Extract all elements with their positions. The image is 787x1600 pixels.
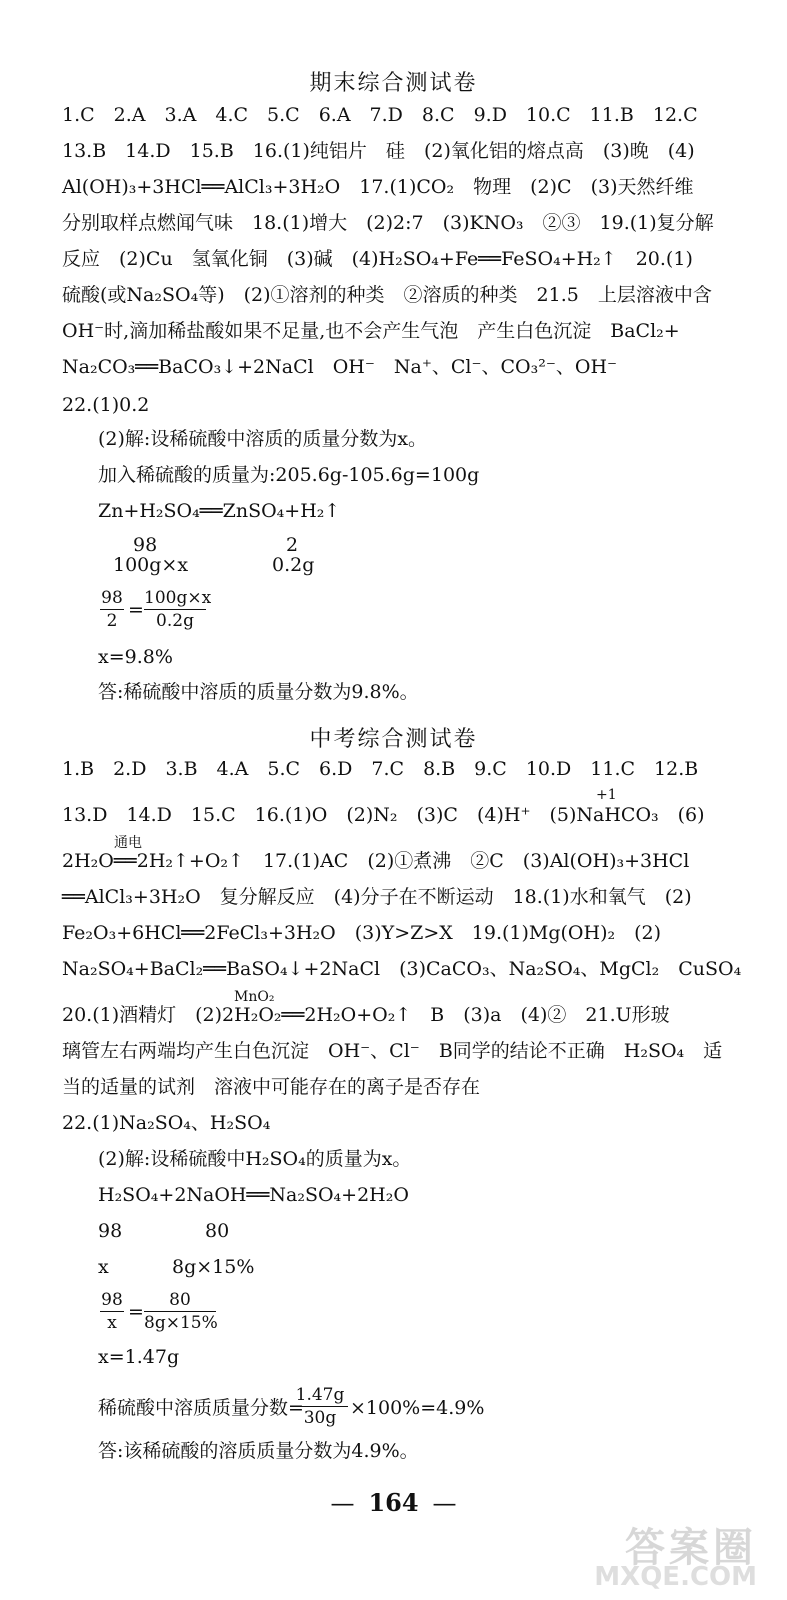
- fraction: [144, 588, 212, 631]
- solution-intro: (2)解:设稀硫酸中H₂SO₄的质量为x。: [98, 1148, 412, 1170]
- fraction-bar: [144, 609, 206, 610]
- catalyst-annotation: MnO₂: [234, 989, 275, 1005]
- fraction: [100, 1290, 124, 1333]
- dash-left: —: [330, 1489, 355, 1517]
- equals-sign: =: [128, 1301, 144, 1323]
- fraction-numerator: 98: [101, 1290, 123, 1310]
- answer-line: 分别取样点燃闻气味 18.(1)增大 (2)2:7 (3)KNO₃ ②③ 19.(1)复分解: [62, 212, 714, 234]
- solution-answer: 答:该稀硫酸的溶质质量分数为4.9%。: [98, 1440, 419, 1462]
- mass-value: x: [98, 1256, 109, 1278]
- solution-result: x=9.8%: [98, 646, 173, 668]
- answer-line: Na₂SO₄+BaCl₂══BaSO₄↓+2NaCl (3)CaCO₃、Na₂SO₄、MgCl₂ CuSO₄: [62, 958, 742, 980]
- fraction-numerator: 80: [169, 1290, 191, 1310]
- dash-right: —: [432, 1489, 457, 1517]
- solution-answer: 答:稀硫酸中溶质的质量分数为9.8%。: [98, 681, 419, 703]
- answer-line: 13.B 14.D 15.B 16.(1)纯铝片 硅 (2)氧化铝的熔点高 (3)晚 (4): [62, 140, 695, 162]
- answer-line: Na₂CO₃══BaCO₃↓+2NaCl OH⁻ Na⁺、Cl⁻、CO₃²⁻、OH⁻: [62, 356, 618, 378]
- answer-line: OH⁻时,滴加稀盐酸如果不足量,也不会产生气泡 产生白色沉淀 BaCl₂+: [62, 320, 680, 342]
- fraction: [100, 588, 124, 631]
- fraction-denominator: x: [107, 1313, 117, 1333]
- fraction-denominator: 30g: [303, 1408, 337, 1428]
- answer-line: ══AlCl₃+3H₂O 复分解反应 (4)分子在不断运动 18.(1)水和氧气 (2): [62, 886, 692, 908]
- solution-intro: (2)解:设稀硫酸中溶质的质量分数为x。: [98, 428, 428, 450]
- reaction-equation: Zn+H₂SO₄══ZnSO₄+H₂↑: [98, 500, 341, 522]
- fraction-bar: [100, 609, 124, 610]
- fraction-denominator: 0.2g: [156, 611, 194, 631]
- percent-label: 稀硫酸中溶质质量分数=: [98, 1397, 304, 1419]
- fraction-denominator: 8g×15%: [144, 1313, 218, 1333]
- fraction: [292, 1385, 348, 1428]
- fraction-numerator: 1.47g: [295, 1385, 345, 1405]
- molar-mass: 98: [133, 534, 158, 556]
- answer-line: Al(OH)₃+3HCl══AlCl₃+3H₂O 17.(1)CO₂ 物理 (2)C (3)天然纤维: [62, 176, 694, 198]
- watermark: [547, 1516, 767, 1594]
- equals-sign: =: [128, 599, 144, 621]
- answer-line: 20.(1)酒精灯 (2)2H₂O₂══2H₂O+O₂↑ B (3)a (4)② 21.U形玻: [62, 1004, 670, 1026]
- page-number: [0, 1488, 787, 1517]
- fraction-bar: [100, 1311, 124, 1312]
- answer-line: 2H₂O══2H₂↑+O₂↑ 17.(1)AC (2)①煮沸 ②C (3)Al(OH)₃+3HCl: [62, 850, 690, 872]
- solution-step: 加入稀硫酸的质量为:205.6g-105.6g=100g: [98, 464, 480, 486]
- answer-line: 璃管左右两端均产生白色沉淀 OH⁻、Cl⁻ B同学的结论不正确 H₂SO₄ 适: [62, 1040, 723, 1062]
- section-title-final-exam: 期末综合测试卷: [309, 71, 478, 96]
- answer-line: 1.C 2.A 3.A 4.C 5.C 6.A 7.D 8.C 9.D 10.C 11.B 12.C: [62, 104, 698, 126]
- answer-line: Fe₂O₃+6HCl══2FeCl₃+3H₂O (3)Y>Z>X 19.(1)Mg(OH)₂ (2): [62, 922, 662, 944]
- fraction-numerator: 98: [101, 588, 123, 608]
- mass-value: 0.2g: [272, 554, 315, 576]
- section-title-zhongkao-exam: 中考综合测试卷: [309, 727, 478, 752]
- page-number-value: 164: [368, 1488, 419, 1517]
- solution-result: x=1.47g: [98, 1346, 180, 1368]
- molar-mass: 2: [286, 534, 299, 556]
- reaction-equation: H₂SO₄+2NaOH══Na₂SO₄+2H₂O: [98, 1184, 409, 1206]
- answer-line: 22.(1)Na₂SO₄、H₂SO₄: [62, 1112, 271, 1134]
- answer-line: 22.(1)0.2: [62, 394, 150, 416]
- fraction-bar: [144, 1311, 216, 1312]
- fraction-bar: [292, 1406, 348, 1407]
- watermark-url: MXQE.COM: [594, 1562, 757, 1592]
- fraction-denominator: 2: [106, 611, 118, 631]
- condition-annotation: 通电: [114, 835, 142, 851]
- answer-line: 13.D 14.D 15.C 16.(1)O (2)N₂ (3)C (4)H⁺ (5)NaHCO₃ (6): [62, 804, 705, 826]
- mass-value: 8g×15%: [172, 1256, 255, 1278]
- mass-value: 100g×x: [113, 554, 189, 576]
- molar-mass: 98: [98, 1220, 123, 1242]
- answer-line: 当的适量的试剂 溶液中可能存在的离子是否存在: [62, 1076, 481, 1098]
- percent-tail: ×100%=4.9%: [350, 1397, 485, 1419]
- valence-annotation: +1: [596, 787, 617, 803]
- fraction: [144, 1290, 216, 1333]
- answer-line: 反应 (2)Cu 氢氧化铜 (3)碱 (4)H₂SO₄+Fe══FeSO₄+H₂↑ 20.(1): [62, 248, 693, 270]
- watermark-logo: 答案圈: [625, 1525, 757, 1571]
- fraction-numerator: 100g×x: [144, 588, 212, 608]
- molar-mass: 80: [205, 1220, 230, 1242]
- answer-line: 硫酸(或Na₂SO₄等) (2)①溶剂的种类 ②溶质的种类 21.5 上层溶液中含: [62, 284, 712, 306]
- answer-line: 1.B 2.D 3.B 4.A 5.C 6.D 7.C 8.B 9.C 10.D 11.C 12.B: [62, 758, 699, 780]
